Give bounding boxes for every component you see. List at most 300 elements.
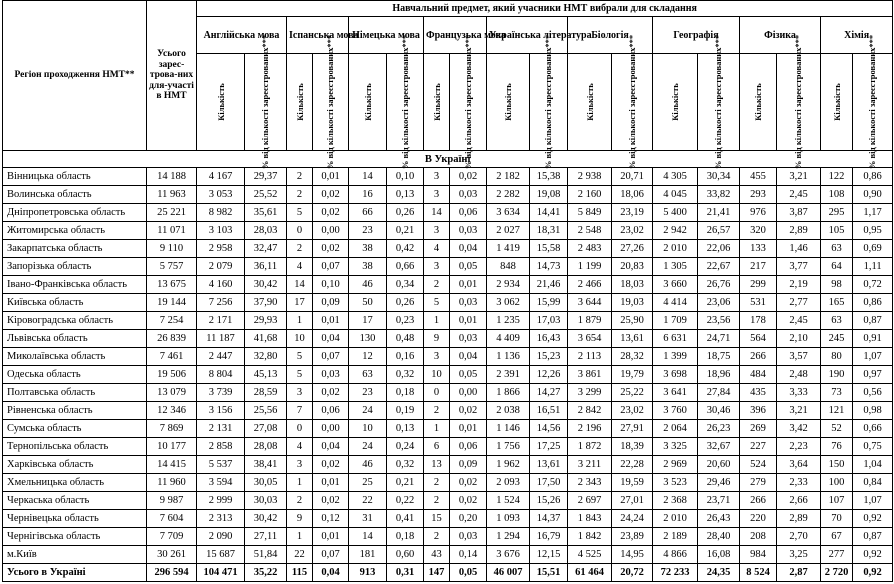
percent-cell: 0,98: [853, 402, 893, 420]
percent-cell: 0,69: [853, 240, 893, 258]
count-cell: 3 644: [568, 294, 612, 312]
percent-cell: 13,61: [530, 456, 568, 474]
count-cell: 22: [349, 492, 387, 510]
percent-cell: 25,90: [612, 312, 653, 330]
count-cell: 38: [349, 258, 387, 276]
percent-cell: 29,46: [698, 474, 740, 492]
percent-cell: 0,02: [313, 204, 349, 222]
percent-cell: 0,05: [450, 258, 487, 276]
percent-cell: 23,06: [698, 294, 740, 312]
count-cell: 107: [821, 492, 853, 510]
percent-cell: 0,01: [313, 312, 349, 330]
count-cell: 23: [349, 222, 387, 240]
percent-cell: 3,21: [777, 168, 821, 186]
count-cell: 524: [740, 456, 777, 474]
count-cell: 3: [287, 384, 313, 402]
count-cell: 4 409: [487, 330, 530, 348]
count-cell: 6 631: [653, 330, 698, 348]
percent-cell: 0,07: [313, 258, 349, 276]
count-cell: 2 548: [568, 222, 612, 240]
percent-cell: 0,84: [853, 474, 893, 492]
table-row: [3, 474, 893, 492]
percent-cell: 35,22: [245, 564, 287, 582]
percent-cell: 0,04: [313, 438, 349, 456]
count-cell: 3 103: [197, 222, 245, 240]
count-cell: 190: [821, 366, 853, 384]
percent-cell: 0,06: [450, 438, 487, 456]
table-row: [3, 276, 893, 294]
percent-cell: 18,31: [530, 222, 568, 240]
region-header: Регіон проходження НМТ**: [3, 1, 147, 151]
percent-cell: 30,42: [245, 276, 287, 294]
percent-cell: 26,23: [698, 420, 740, 438]
total-registered: 7 254: [147, 312, 197, 330]
percent-cell: 16,43: [530, 330, 568, 348]
total-registered: 296 594: [147, 564, 197, 582]
percent-cell: 0,95: [853, 222, 893, 240]
percent-cell: 1,11: [853, 258, 893, 276]
count-cell: 3 739: [197, 384, 245, 402]
count-cell: 435: [740, 384, 777, 402]
count-cell: 2 942: [653, 222, 698, 240]
count-cell: 564: [740, 330, 777, 348]
region-name: Чернігівська область: [3, 528, 147, 546]
registration-table: [2, 0, 893, 582]
total-registered: 26 839: [147, 330, 197, 348]
percent-cell: 1,07: [853, 348, 893, 366]
percent-cell: 0,02: [450, 474, 487, 492]
count-cell: 4 160: [197, 276, 245, 294]
percent-cell: 0,01: [313, 474, 349, 492]
count-cell: 3 594: [197, 474, 245, 492]
count-cell: 122: [821, 168, 853, 186]
subject-header: Іспанська мова: [287, 17, 349, 54]
percent-cell: 23,56: [698, 312, 740, 330]
table-row: [3, 240, 893, 258]
count-cell: 277: [821, 546, 853, 564]
total-registered-header: Усього зарес-трова-них для-участі в НМТ: [147, 1, 197, 151]
percent-cell: 3,64: [777, 456, 821, 474]
count-cell: 1: [287, 474, 313, 492]
percent-cell: 23,19: [612, 204, 653, 222]
region-name: Хмельницька область: [3, 474, 147, 492]
region-name: Івано-Франківська область: [3, 276, 147, 294]
count-cell: 2: [287, 492, 313, 510]
percent-cell: 12,26: [530, 366, 568, 384]
region-name: Сумська область: [3, 420, 147, 438]
table-row: [3, 168, 893, 186]
percent-cell: 0,10: [313, 276, 349, 294]
count-cell: 848: [487, 258, 530, 276]
percent-cell: 27,84: [698, 384, 740, 402]
count-cell: 3: [424, 348, 450, 366]
subject-header: Німецька мова: [349, 17, 424, 54]
count-cell: 0: [287, 222, 313, 240]
count-cell: 2 171: [197, 312, 245, 330]
percent-cell: 38,41: [245, 456, 287, 474]
count-cell: 2 160: [568, 186, 612, 204]
count-cell: 2 093: [487, 474, 530, 492]
count-cell: 0: [287, 420, 313, 438]
percent-cell: 0,01: [450, 276, 487, 294]
percent-cell: 0,05: [450, 366, 487, 384]
count-cell: 1: [424, 312, 450, 330]
percent-cell: 0,09: [313, 294, 349, 312]
percent-cell: 0,92: [853, 510, 893, 528]
percent-cell: 0,91: [853, 330, 893, 348]
count-cell: 165: [821, 294, 853, 312]
region-name: Черкаська область: [3, 492, 147, 510]
region-name: Житомирська область: [3, 222, 147, 240]
percent-cell: 0,02: [313, 384, 349, 402]
percent-cell: 18,96: [698, 366, 740, 384]
percent-cell: 0,34: [387, 276, 424, 294]
percent-cell: 13,61: [612, 330, 653, 348]
percent-cell: 0,41: [387, 510, 424, 528]
percent-cell: 0,07: [313, 348, 349, 366]
count-cell: 0: [424, 384, 450, 402]
total-registered: 25 221: [147, 204, 197, 222]
count-cell: 4 045: [653, 186, 698, 204]
total-registered: 7 709: [147, 528, 197, 546]
count-cell: 2 064: [653, 420, 698, 438]
subject-header: Французька мова: [424, 17, 487, 54]
count-cell: 50: [349, 294, 387, 312]
percent-cell: 26,43: [698, 510, 740, 528]
count-column-header: Кількість: [740, 54, 777, 151]
percent-cell: 15,23: [530, 348, 568, 366]
percent-cell: 17,03: [530, 312, 568, 330]
count-cell: 2 196: [568, 420, 612, 438]
count-cell: 293: [740, 186, 777, 204]
percent-cell: 0,92: [853, 564, 893, 582]
count-cell: 320: [740, 222, 777, 240]
percent-column-header: % від кількості зареєстрованих***: [313, 54, 349, 151]
section-label: В Україні: [3, 151, 893, 168]
percent-cell: 17,25: [530, 438, 568, 456]
count-cell: 10: [424, 366, 450, 384]
percent-cell: 18,03: [612, 276, 653, 294]
percent-cell: 0,02: [450, 168, 487, 186]
table-row: [3, 492, 893, 510]
percent-cell: 26,76: [698, 276, 740, 294]
percent-cell: 19,08: [530, 186, 568, 204]
percent-cell: 1,04: [853, 456, 893, 474]
percent-cell: 0,03: [450, 294, 487, 312]
percent-cell: 30,05: [245, 474, 287, 492]
count-cell: 14: [349, 168, 387, 186]
count-cell: 2 447: [197, 348, 245, 366]
percent-cell: 35,61: [245, 204, 287, 222]
percent-cell: 0,48: [387, 330, 424, 348]
count-cell: 2 999: [197, 492, 245, 510]
percent-cell: 0,01: [450, 420, 487, 438]
count-cell: 70: [821, 510, 853, 528]
percent-cell: 14,73: [530, 258, 568, 276]
subject-header: Хімія: [821, 17, 893, 54]
region-name: Дніпропетровська область: [3, 204, 147, 222]
count-cell: 266: [740, 348, 777, 366]
percent-cell: 0,18: [387, 384, 424, 402]
percent-cell: 23,71: [698, 492, 740, 510]
percent-cell: 0,86: [853, 294, 893, 312]
percent-cell: 3,87: [777, 204, 821, 222]
count-cell: 1 399: [653, 348, 698, 366]
count-cell: 17: [349, 312, 387, 330]
count-cell: 24: [349, 438, 387, 456]
percent-cell: 41,68: [245, 330, 287, 348]
count-cell: 181: [349, 546, 387, 564]
count-cell: 2: [424, 474, 450, 492]
count-cell: 5: [287, 366, 313, 384]
percent-cell: 22,67: [698, 258, 740, 276]
percent-cell: 0,72: [853, 276, 893, 294]
count-cell: 2 027: [487, 222, 530, 240]
percent-cell: 0,60: [387, 546, 424, 564]
count-cell: 1 879: [568, 312, 612, 330]
percent-cell: 20,83: [612, 258, 653, 276]
percent-cell: 0,16: [387, 348, 424, 366]
count-cell: 2 858: [197, 438, 245, 456]
count-cell: 10: [349, 420, 387, 438]
count-cell: 269: [740, 420, 777, 438]
percent-column-header: % від кількості зареєстрованих***: [245, 54, 287, 151]
count-cell: 61 464: [568, 564, 612, 582]
percent-cell: 2,10: [777, 330, 821, 348]
percent-column-header: % від кількості зареєстрованих***: [612, 54, 653, 151]
percent-cell: 0,03: [450, 330, 487, 348]
count-cell: 63: [821, 312, 853, 330]
count-cell: 11 187: [197, 330, 245, 348]
total-registered: 11 960: [147, 474, 197, 492]
count-cell: 76: [821, 438, 853, 456]
percent-cell: 0,04: [313, 564, 349, 582]
percent-cell: 20,72: [612, 564, 653, 582]
percent-cell: 14,27: [530, 384, 568, 402]
percent-cell: 2,45: [777, 312, 821, 330]
count-cell: 913: [349, 564, 387, 582]
count-cell: 4 525: [568, 546, 612, 564]
percent-cell: 0,01: [450, 312, 487, 330]
count-cell: 2: [424, 402, 450, 420]
percent-cell: 0,00: [313, 222, 349, 240]
count-cell: 531: [740, 294, 777, 312]
percent-cell: 0,06: [450, 204, 487, 222]
count-cell: 295: [821, 204, 853, 222]
percent-cell: 45,13: [245, 366, 287, 384]
total-registered: 13 079: [147, 384, 197, 402]
count-cell: 1 093: [487, 510, 530, 528]
count-cell: 14: [424, 204, 450, 222]
region-name: Одеська область: [3, 366, 147, 384]
count-cell: 100: [821, 474, 853, 492]
count-cell: 279: [740, 474, 777, 492]
count-cell: 147: [424, 564, 450, 582]
total-registered: 5 757: [147, 258, 197, 276]
percent-cell: 0,02: [450, 402, 487, 420]
percent-cell: 2,87: [777, 564, 821, 582]
percent-cell: 28,40: [698, 528, 740, 546]
count-cell: 2 969: [653, 456, 698, 474]
percent-cell: 0,13: [387, 420, 424, 438]
percent-column-header: % від кількості зареєстрованих***: [777, 54, 821, 151]
table-row: [3, 312, 893, 330]
count-cell: 7 256: [197, 294, 245, 312]
subject-header: Географія: [653, 17, 740, 54]
count-cell: 2 720: [821, 564, 853, 582]
count-cell: 46: [349, 456, 387, 474]
count-cell: 220: [740, 510, 777, 528]
percent-cell: 0,90: [853, 186, 893, 204]
count-cell: 4: [287, 438, 313, 456]
percent-cell: 23,02: [612, 402, 653, 420]
percent-cell: 18,06: [612, 186, 653, 204]
table-row: [3, 366, 893, 384]
percent-cell: 12,15: [530, 546, 568, 564]
percent-cell: 2,23: [777, 438, 821, 456]
percent-cell: 0,13: [387, 186, 424, 204]
region-name: Миколаївська область: [3, 348, 147, 366]
count-cell: 4 167: [197, 168, 245, 186]
region-name: Київська область: [3, 294, 147, 312]
percent-cell: 0,03: [450, 222, 487, 240]
percent-cell: 20,71: [612, 168, 653, 186]
table-row: [3, 510, 893, 528]
percent-cell: 22,28: [612, 456, 653, 474]
percent-cell: 28,03: [245, 222, 287, 240]
count-cell: 2: [287, 186, 313, 204]
count-column-header: Кількість: [653, 54, 698, 151]
percent-cell: 0,07: [313, 546, 349, 564]
percent-cell: 0,32: [387, 456, 424, 474]
percent-cell: 27,91: [612, 420, 653, 438]
table-row: [3, 546, 893, 564]
percent-cell: 18,39: [612, 438, 653, 456]
count-cell: 245: [821, 330, 853, 348]
count-column-header: Кількість: [197, 54, 245, 151]
percent-cell: 0,02: [313, 186, 349, 204]
percent-cell: 32,47: [245, 240, 287, 258]
count-cell: 3 062: [487, 294, 530, 312]
count-cell: 72 233: [653, 564, 698, 582]
count-cell: 2: [424, 276, 450, 294]
count-cell: 3 156: [197, 402, 245, 420]
subject-header: Англійська мова: [197, 17, 287, 54]
percent-cell: 0,04: [313, 330, 349, 348]
table-row: [3, 186, 893, 204]
count-cell: 9: [424, 330, 450, 348]
percent-cell: 25,56: [245, 402, 287, 420]
count-cell: 1 842: [568, 528, 612, 546]
count-cell: 5: [287, 204, 313, 222]
total-registered: 11 963: [147, 186, 197, 204]
count-cell: 73: [821, 384, 853, 402]
percent-cell: 0,06: [313, 402, 349, 420]
count-cell: 2 090: [197, 528, 245, 546]
percent-cell: 2,45: [777, 186, 821, 204]
count-cell: 2 313: [197, 510, 245, 528]
percent-column-header: % від кількості зареєстрованих***: [530, 54, 568, 151]
count-cell: 150: [821, 456, 853, 474]
total-registered: 10 177: [147, 438, 197, 456]
percent-cell: 0,02: [313, 456, 349, 474]
table-row: [3, 456, 893, 474]
count-cell: 63: [349, 366, 387, 384]
count-cell: 3 634: [487, 204, 530, 222]
region-name: Запорізька область: [3, 258, 147, 276]
percent-cell: 3,77: [777, 258, 821, 276]
count-column-header: Кількість: [287, 54, 313, 151]
percent-cell: 14,41: [530, 204, 568, 222]
percent-cell: 23,89: [612, 528, 653, 546]
percent-cell: 2,70: [777, 528, 821, 546]
percent-cell: 51,84: [245, 546, 287, 564]
count-cell: 3: [424, 186, 450, 204]
count-cell: 396: [740, 402, 777, 420]
percent-cell: 37,90: [245, 294, 287, 312]
count-cell: 16: [349, 186, 387, 204]
count-cell: 1 524: [487, 492, 530, 510]
count-cell: 208: [740, 528, 777, 546]
count-cell: 14: [349, 528, 387, 546]
count-cell: 25: [349, 474, 387, 492]
percent-cell: 0,31: [387, 564, 424, 582]
percent-cell: 33,82: [698, 186, 740, 204]
count-cell: 1 146: [487, 420, 530, 438]
percent-cell: 0,18: [387, 528, 424, 546]
count-cell: 108: [821, 186, 853, 204]
percent-cell: 15,58: [530, 240, 568, 258]
count-cell: 3: [424, 258, 450, 276]
percent-cell: 0,21: [387, 474, 424, 492]
percent-cell: 0,66: [387, 258, 424, 276]
percent-cell: 21,41: [698, 204, 740, 222]
total-registered: 14 415: [147, 456, 197, 474]
region-name: Чернівецька область: [3, 510, 147, 528]
percent-cell: 0,03: [313, 366, 349, 384]
count-cell: 4 866: [653, 546, 698, 564]
count-cell: 52: [821, 420, 853, 438]
percent-cell: 0,09: [450, 456, 487, 474]
percent-cell: 2,33: [777, 474, 821, 492]
count-cell: 3 211: [568, 456, 612, 474]
count-cell: 7: [287, 402, 313, 420]
percent-cell: 0,02: [450, 492, 487, 510]
count-cell: 1: [424, 420, 450, 438]
count-cell: 5: [287, 348, 313, 366]
percent-cell: 30,03: [245, 492, 287, 510]
count-cell: 5 537: [197, 456, 245, 474]
percent-cell: 15,51: [530, 564, 568, 582]
count-cell: 1 136: [487, 348, 530, 366]
percent-cell: 0,42: [387, 240, 424, 258]
count-cell: 2: [424, 528, 450, 546]
percent-cell: 0,01: [313, 528, 349, 546]
percent-cell: 28,08: [245, 438, 287, 456]
percent-cell: 0,21: [387, 222, 424, 240]
total-registered: 19 144: [147, 294, 197, 312]
count-cell: 2 010: [653, 240, 698, 258]
percent-column-header: % від кількості зареєстрованих***: [698, 54, 740, 151]
table-row: [3, 222, 893, 240]
count-cell: 43: [424, 546, 450, 564]
percent-cell: 14,37: [530, 510, 568, 528]
percent-cell: 0,86: [853, 168, 893, 186]
percent-cell: 3,21: [777, 402, 821, 420]
table-row: [3, 348, 893, 366]
percent-cell: 0,12: [313, 510, 349, 528]
count-cell: 8 982: [197, 204, 245, 222]
